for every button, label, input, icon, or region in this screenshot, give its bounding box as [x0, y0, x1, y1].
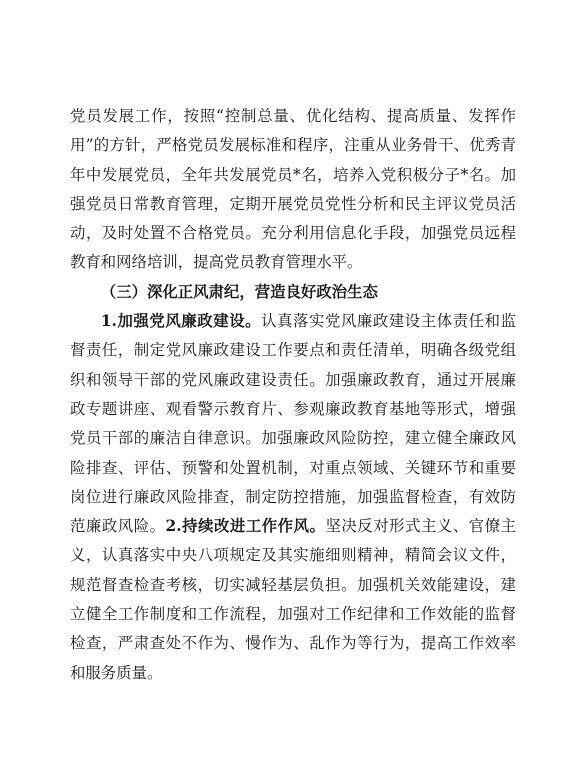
document-body [70, 102, 516, 688]
item1-body: 认真落实党风廉政建设主体责任和监督责任，制定党风廉政建设工作要点和责任清单，明确各级党组织和领导干部的党风廉政建设责任。加强廉政教育，通过开展廉政专题讲座、观看警示教育片、参观廉政教育基地等形式，增强党员干部的廉洁自律意识。加强廉政风险防控，建立健全廉政风险排查、评估、预警和处置机制，对重点领域、关键环节和重要岗位进行廉政风险排查，制定防控措施，加强监督检查，有效防范廉政风险。 [70, 312, 516, 536]
item1-title: 1.加强党风廉政建设。 [100, 312, 262, 331]
item2-title: 2.持续改进工作作风。 [165, 517, 326, 536]
paragraph-party-member-development: 党员发展工作，按照“控制总量、优化结构、提高质量、发挥作用”的方针，严格党员发展标准和程序，注重从业务骨干、优秀青年中发展党员，全年共发展党员*名，培养入党积极分子*名。加强党员日常教育管理，定期开展党员党性分析和民主评议党员活动，及时处置不合格党员。充分利用信息化手段，加强党员远程教育和网络培训，提高党员教育管理水平。 [70, 107, 516, 272]
item2-body: 坚决反对形式主义、官僚主义，认真落实中央八项规定及其实施细则精神，精简会议文件，规范督查检查考核，切实减轻基层负担。加强机关效能建设，建立健全工作制度和工作流程，加强对工作纪律和工作效能的监督检查，严肃查处不作为、慢作为、乱作为等行为，提高工作效率和服务质量。 [70, 517, 516, 682]
paragraph-clean-governance [70, 307, 516, 688]
section-heading: （三）深化正风肃纪，营造良好政治生态 [100, 282, 378, 301]
